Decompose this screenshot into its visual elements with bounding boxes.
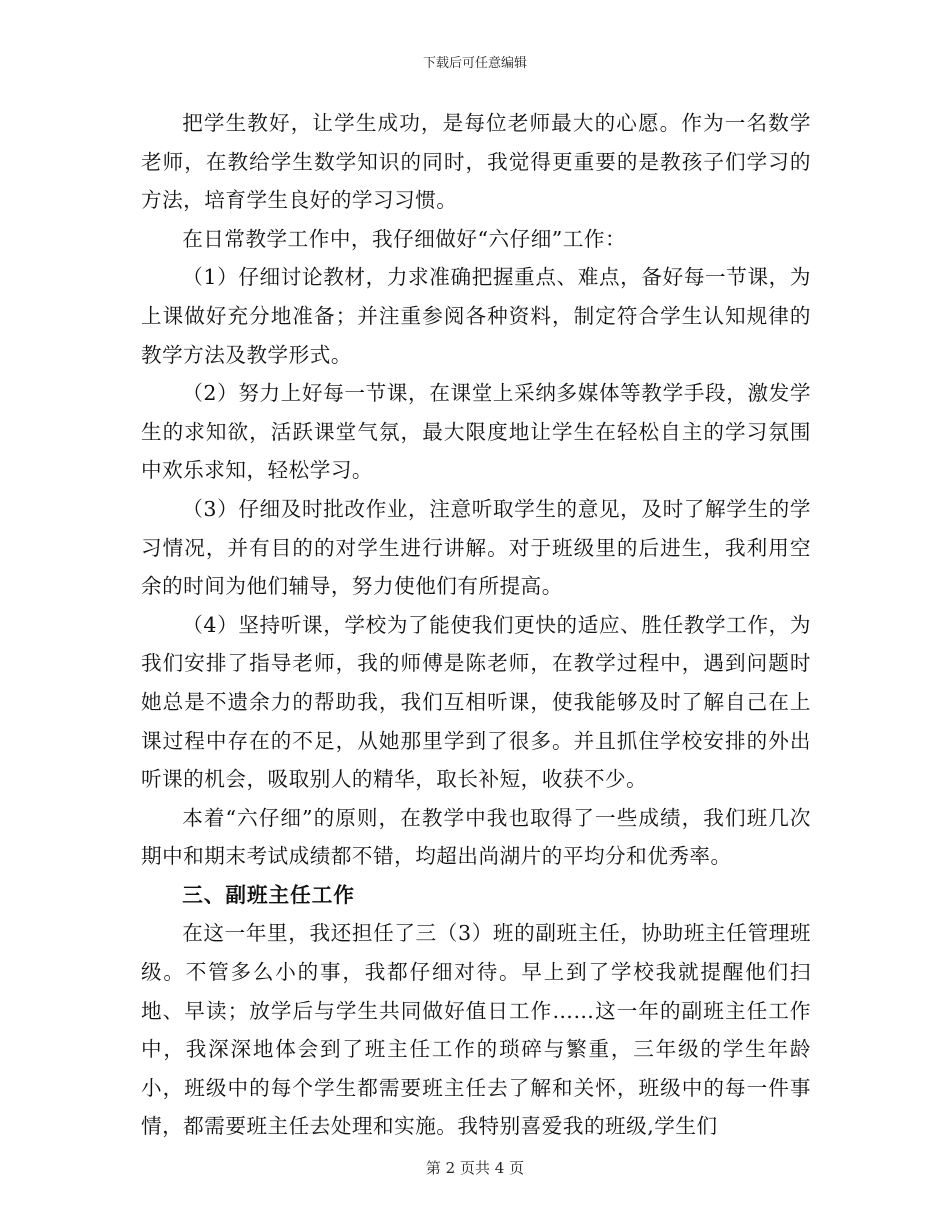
section-heading: 三、副班主任工作 <box>182 882 355 907</box>
paragraph-six-careful: 在日常教学工作中，我仔细做好“六仔细”工作： <box>182 226 627 251</box>
paragraph-item-3: （3）仔细及时批改作业，注意听取学生的意见，及时了解学生的学习情况，并有目的的对学生进行讲解。对于班级里的后进生，我利用空余的时间为他们辅导，努力使他们有所提高。 <box>141 496 811 599</box>
page-footer: 第 2 页共 4 页 <box>425 1159 525 1177</box>
paragraph-item-1: （1）仔细讨论教材，力求准确把握重点、难点，备好每一节课，为上课做好充分地准备；并注重参阅各种资料，制定符合学生认知规律的教学方法及教学形式。 <box>141 265 811 367</box>
paragraph-assistant-teacher: 在这一年里，我还担任了三（3）班的副班主任，协助班主任管理班级。不管多么小的事，我都仔细对待。早上到了学校我就提醒他们扫地、早读；放学后与学生共同做好值日工作……这一年的副班主任工作中，我深深地体会到了班主任工作的琐碎与繁重，三年级的学生年龄小，班级中的每个学生都需要班主任去了解和关怀，班级中的每一件事情，都需要班主任去处理和实施。我特别喜爱我的班级,学生们 <box>141 921 811 1139</box>
paragraph-item-4: （4）坚持听课，学校为了能使我们更快的适应、胜任教学工作，为我们安排了指导老师，我的师傅是陈老师，在教学过程中，遇到问题时她总是不遗余力的帮助我，我们互相听课，使我能够及时了解自己在上课过程中存在的不足，从她那里学到了很多。并且抓住学校安排的外出听课的机会，吸取别人的精华，取长补短，收获不少。 <box>141 612 811 792</box>
page-header: 下载后可任意编辑 <box>422 56 527 71</box>
paragraph-item-2: （2）努力上好每一节课，在课堂上采纳多媒体等教学手段，激发学生的求知欲，活跃课堂气氛，最大限度地让学生在轻松自主的学习氛围中欢乐求知，轻松学习。 <box>141 381 811 483</box>
paragraph-results: 本着“六仔细”的原则，在教学中我也取得了一些成绩，我们班几次期中和期末考试成绩都不错，均超出尚湖片的平均分和优秀率。 <box>141 805 811 869</box>
document-body <box>141 104 811 1146</box>
paragraph-intro: 把学生教好，让学生成功，是每位老师最大的心愿。作为一名数学老师，在教给学生数学知识的同时，我觉得更重要的是教孩子们学习的方法，培育学生良好的学习习惯。 <box>141 111 811 213</box>
